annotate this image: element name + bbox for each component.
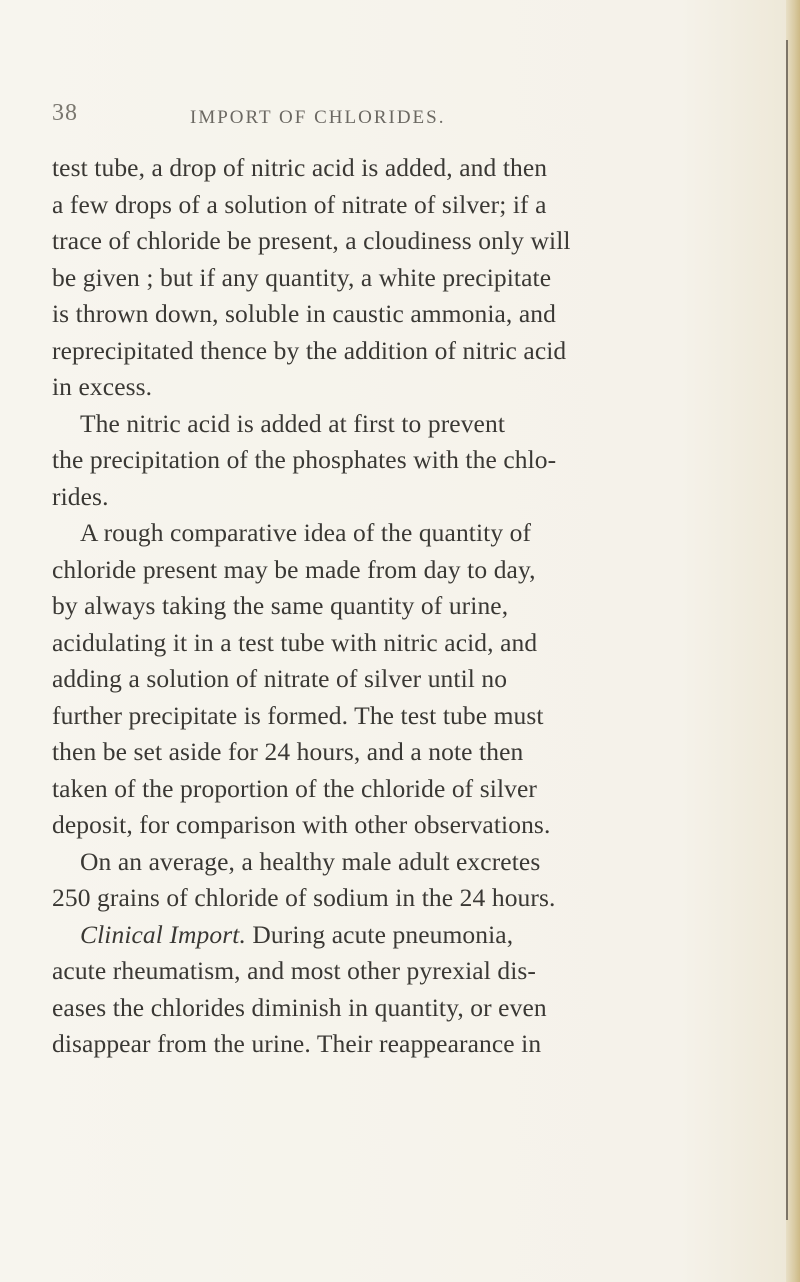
text-line: On an average, a healthy male adult excretes bbox=[80, 846, 541, 876]
text-line: acidulating it in a test tube with nitric acid, and bbox=[52, 627, 538, 657]
running-head: IMPORT OF CHLORIDES. bbox=[190, 107, 446, 128]
text-line: then be set aside for 24 hours, and a note then bbox=[52, 737, 524, 766]
text-line: by always taking the same quantity of urine, bbox=[52, 591, 509, 620]
text-line: The nitric acid is added at first to prevent bbox=[80, 408, 506, 438]
text-line: adding a solution of nitrate of silver until no bbox=[52, 664, 508, 693]
text-line: a few drops of a solution of nitrate of silver; if a bbox=[52, 189, 547, 219]
clinical-import-line bbox=[52, 917, 764, 954]
text-line: reprecipitated thence by the addition of nitric acid bbox=[52, 335, 567, 365]
text-line: the precipitation of the phosphates with the chlo- bbox=[52, 445, 557, 474]
text-line: in excess. bbox=[52, 372, 153, 401]
text-line: chloride present may be made from day to day, bbox=[52, 554, 536, 584]
text-line: 250 grains of chloride of sodium in the 24 hours. bbox=[52, 883, 556, 912]
page-number: 38 bbox=[52, 100, 78, 126]
text-line: is thrown down, soluble in caustic ammonia, and bbox=[52, 299, 556, 328]
clinical-import-text: During acute pneumonia, bbox=[245, 919, 514, 949]
text-line: taken of the proportion of the chloride of silver bbox=[52, 773, 538, 803]
body-text bbox=[52, 150, 764, 1063]
text-line: disappear from the urine. Their reappearance in bbox=[52, 1029, 542, 1058]
text-line: deposit, for comparison with other observations. bbox=[52, 810, 551, 839]
clinical-import-heading: Clinical Import. bbox=[80, 919, 246, 949]
text-line: A rough comparative idea of the quantity of bbox=[80, 518, 532, 547]
text-line: eases the chlorides diminish in quantity, or even bbox=[52, 992, 547, 1022]
text-line: acute rheumatism, and most other pyrexial dis- bbox=[52, 956, 537, 985]
page-edge-shadow bbox=[786, 40, 788, 1220]
text-line: be given ; but if any quantity, a white precipitate bbox=[52, 262, 552, 292]
page-header bbox=[52, 100, 752, 140]
text-line: further precipitate is formed. The test tube must bbox=[52, 700, 544, 730]
page-edge bbox=[786, 0, 800, 1282]
text-line: trace of chloride be present, a cloudiness only will bbox=[52, 226, 571, 255]
text-line: test tube, a drop of nitric acid is added, and then bbox=[52, 153, 548, 182]
text-line: rides. bbox=[52, 481, 109, 511]
